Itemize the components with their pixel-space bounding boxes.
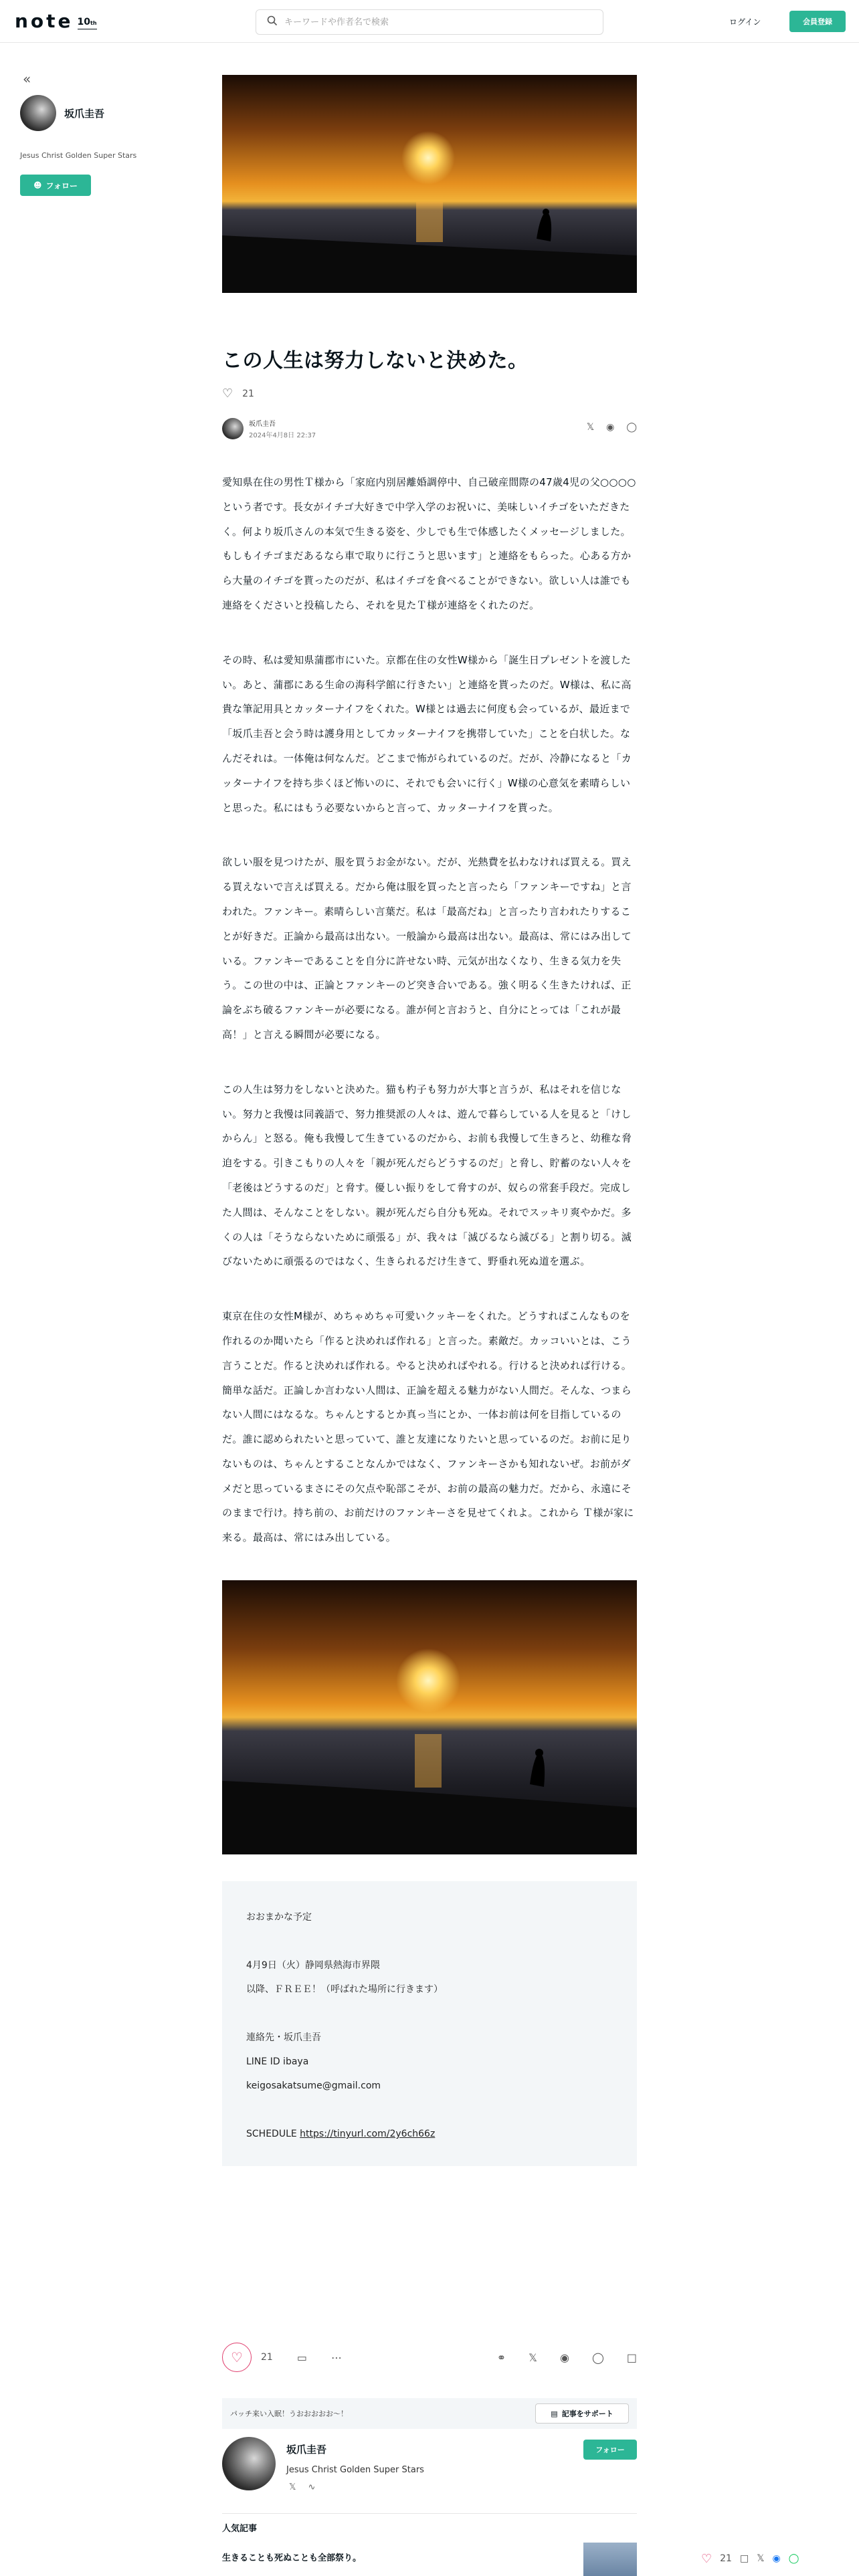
line-id: LINE ID ibaya <box>246 2056 309 2068</box>
follow-button[interactable] <box>20 175 91 196</box>
paragraph: 愛知県在住の男性Ｔ様から「家庭内別居離婚調停中、自己破産間際の47歳4児の父○○○○という者です。長女がイチゴ大好きで中学入学のお祝いに、美味しいイチゴをいただきたく。何より坂爪さんの本気で生きる姿を、少しでも生で体感したくメッセージしました。もしもイチゴまだあるなら車で取りに行こうと思います」と連絡をもらった。心ある方から大量のイチゴを貰ったのだが、私はイチゴを食べることができない。欲しい人は誰でも連絡をくださいと投稿したら、それを見たＴ様が連絡をくれたのだ。 <box>222 476 636 611</box>
link-icon[interactable]: ⚭ <box>496 2351 506 2364</box>
avatar[interactable] <box>20 95 56 131</box>
article-body <box>222 470 637 1550</box>
divider <box>222 2513 637 2514</box>
logo-text: note <box>15 10 74 32</box>
card-bio: Jesus Christ Golden Super Stars <box>286 2465 424 2475</box>
action-bar <box>222 2339 637 2375</box>
x-icon[interactable]: 𝕏 <box>757 2553 765 2564</box>
line-icon[interactable]: ◯ <box>626 422 637 433</box>
share-icons <box>497 2351 637 2364</box>
collapse-icon[interactable]: « <box>23 71 31 87</box>
author-meta <box>249 418 316 439</box>
paragraph: 東京在住の女性M様が、めちゃめちゃ可愛いクッキーをくれた。どうすればこんなものを作れるのか聞いたら「作ると決めれば作れる」と言った。素敵だ。カッコいいとは、こう言うことだ。作ると決めれば作れる。やると決めればやれる。行けると決めれば行ける。簡単な話だ。正論しか言わない人間は、正論を超える魅力がない人間だ。そんな、つまらない人間にはなるな。ちゃんとするとか真っ当にとか、一体お前は何を目指しているのだ。誰に認められたいと思っていて、誰と友達になりたいと思っているのだ。お前に足りないものは、ちゃんとすることなんかではなく、ファンキーさかも知れないぜ。お前がダメだと思っているまさにその欠点や恥部こそが、お前の最高の魅力だ。だから、永遠にそのままで行け。持ち前の、お前だけのファンキーさを見せてくれよ。これから Ｔ様が家に来る。最高は、常にはみ出している。 <box>222 1310 634 1544</box>
x-icon[interactable]: 𝕏 <box>586 422 595 433</box>
gift-icon: ▤ <box>551 2409 558 2418</box>
publish-date: 2024年4月8日 22:37 <box>249 432 316 439</box>
body-image <box>222 1580 637 1854</box>
like-summary <box>222 387 637 401</box>
support-button[interactable] <box>535 2403 629 2424</box>
share-top <box>587 422 637 433</box>
bookmark-icon[interactable]: □ <box>626 2351 637 2364</box>
line-icon[interactable]: ◯ <box>788 2553 799 2564</box>
search-input[interactable] <box>284 17 579 27</box>
site-header <box>0 0 859 43</box>
popular-heading: 人気記事 <box>222 2524 258 2534</box>
note-logo[interactable] <box>15 9 97 33</box>
badge-suffix: th <box>90 20 97 26</box>
rss-icon[interactable]: ∿ <box>308 2482 316 2492</box>
card-follow-button[interactable]: フォロー <box>583 2440 637 2460</box>
like-count: 21 <box>261 2352 273 2363</box>
author-name[interactable]: 坂爪圭吾 <box>249 421 276 428</box>
facebook-icon[interactable]: ◉ <box>772 2553 781 2564</box>
paragraph: 欲しい服を見つけたが、服を買うお金がない。だが、光熱費を払わなければ買える。買える買えないで言えば買える。だから俺は服を買ったと言ったら「ファンキーですね」と言われた。ファンキー。素晴らしい言葉だ。私は「最高だね」と言ったり言われたりすることが好きだ。正論から最高は出ない。一般論から最高は出ない。最高は、常にはみ出している。ファンキーであることを自分に許せない時、元気が出なくなり、生きる気力を失う。この世の中は、正論とファンキーのど突き合いである。強く明るく生きたければ、正論をぶち破るファンキーが必要になる。誰が何と言おうと、自分にとっては「これが最高！」と言える瞬間が必要になる。 <box>222 856 632 1041</box>
email-line: keigosakatsume@gmail.com <box>246 2080 381 2092</box>
paragraph: その時、私は愛知県蒲郡市にいた。京都在住の女性W様から「誕生日プレゼントを渡したい。あと、蒲郡にある生命の海科学館に行きたい」と連絡を貰ったのだ。W様は、私に高貴な筆記用具とカッターナイフをくれた。W様とは過去に何度も会っているが、最近まで「坂爪圭吾と会う時は護身用としてカッターナイフを携帯していた」ことを白状した。なんだそれは。一体俺は何なんだ。どこまで怖がられているのだ。だが、冷静になると「カッターナイフを持ち歩くほど怖いのに、それでも会いに行く」W様の心意気を素晴らしいと思った。私にはもう必要ないからと言って、カッターナイフを貰った。 <box>222 653 632 814</box>
popular-item[interactable]: 生きることも死ぬことも全部祭り。 <box>222 2553 362 2563</box>
badge-number: 10 <box>77 17 91 27</box>
avatar[interactable] <box>222 2437 276 2490</box>
like-button[interactable] <box>222 2343 252 2372</box>
article-main <box>222 75 637 2166</box>
facebook-icon[interactable]: ◉ <box>606 422 615 433</box>
schedule-label: SCHEDULE <box>246 2129 300 2140</box>
floating-action-bar <box>701 2541 859 2576</box>
author-row <box>222 418 637 439</box>
author-card <box>222 2437 637 2510</box>
schedule-heading: おおまかな予定 <box>246 1912 312 1923</box>
article-title: この人生は努力しないと決めた。 <box>222 349 529 372</box>
hero-image <box>222 75 637 293</box>
sidebar <box>20 72 181 196</box>
sidebar-profile[interactable] <box>20 95 181 131</box>
x-icon[interactable]: 𝕏 <box>289 2482 296 2492</box>
more-icon[interactable]: ⋯ <box>330 2351 342 2364</box>
support-label: 記事をサポート <box>561 2409 613 2418</box>
x-icon[interactable]: 𝕏 <box>529 2351 537 2364</box>
popular-thumbnail[interactable] <box>583 2543 637 2576</box>
schedule-link[interactable]: https://tinyurl.com/2y6ch66z <box>300 2129 436 2140</box>
schedule-line: 4月9日（火）静岡県熱海市界隈 <box>246 1960 380 1971</box>
search-icon <box>267 15 278 29</box>
facebook-icon[interactable]: ◉ <box>560 2351 569 2364</box>
heart-icon[interactable]: ♡ <box>701 2551 712 2566</box>
like-count: 21 <box>720 2553 732 2564</box>
schedule-link-line <box>246 2122 613 2146</box>
schedule-line: 以降、ＦＲＥＥ！（呼ばれた場所に行きます） <box>246 1984 443 1996</box>
schedule-box <box>222 1881 637 2166</box>
user-plus-icon: ☻ <box>33 181 42 190</box>
heart-icon[interactable]: ♡ <box>222 387 233 401</box>
paragraph: この人生は努力をしないと決めた。猫も杓子も努力が大事と言うが、私はそれを信じない。努力と我慢は同義語で、努力推奨派の人々は、遊んで暮らしている人を見ると「けしからん」と怒る。俺も我慢して生きているのだから、お前も我慢して生きろと、幼稚な脅迫をする。引きこもりの人々を「親が死んだらどうするのだ」と脅し、貯蓄のない人々を「老後はどうするのだ」と脅す。優しい振りをして脅すのが、奴らの常套手段だ。完成した人間は、そんなことをしない。親が死んだら自分も死ぬ。それでスッキリ爽やかだ。多くの人は「そうならないために頑張る」が、我々は「滅びるなら滅びる」と割り切る。滅びないために頑張るのではなく、生きられるだけ生きて、野垂れ死ぬ道を選ぶ。 <box>222 1083 632 1268</box>
login-link[interactable]: ログイン <box>729 17 761 27</box>
line-icon[interactable]: ◯ <box>591 2351 604 2364</box>
sidebar-bio: Jesus Christ Golden Super Stars <box>20 151 137 160</box>
card-social <box>289 2482 315 2492</box>
avatar[interactable] <box>222 418 244 439</box>
support-message: パッチ来い入眠！うおおおおお〜！ <box>230 2409 348 2418</box>
search-box[interactable] <box>256 9 603 35</box>
comment-icon[interactable]: ▭ <box>296 2351 307 2364</box>
follow-label: フォロー <box>45 181 78 191</box>
sidebar-author-name[interactable]: 坂爪圭吾 <box>64 107 105 120</box>
bookmark-icon[interactable]: □ <box>739 2553 749 2564</box>
heart-icon: ♡ <box>231 2349 243 2365</box>
signup-button[interactable]: 会員登録 <box>789 11 846 32</box>
support-bar <box>222 2398 637 2429</box>
card-author-name[interactable]: 坂爪圭吾 <box>286 2444 327 2456</box>
contact-line: 連絡先・坂爪圭吾 <box>246 2032 321 2044</box>
like-count: 21 <box>242 388 254 399</box>
anniversary-badge <box>78 17 97 29</box>
